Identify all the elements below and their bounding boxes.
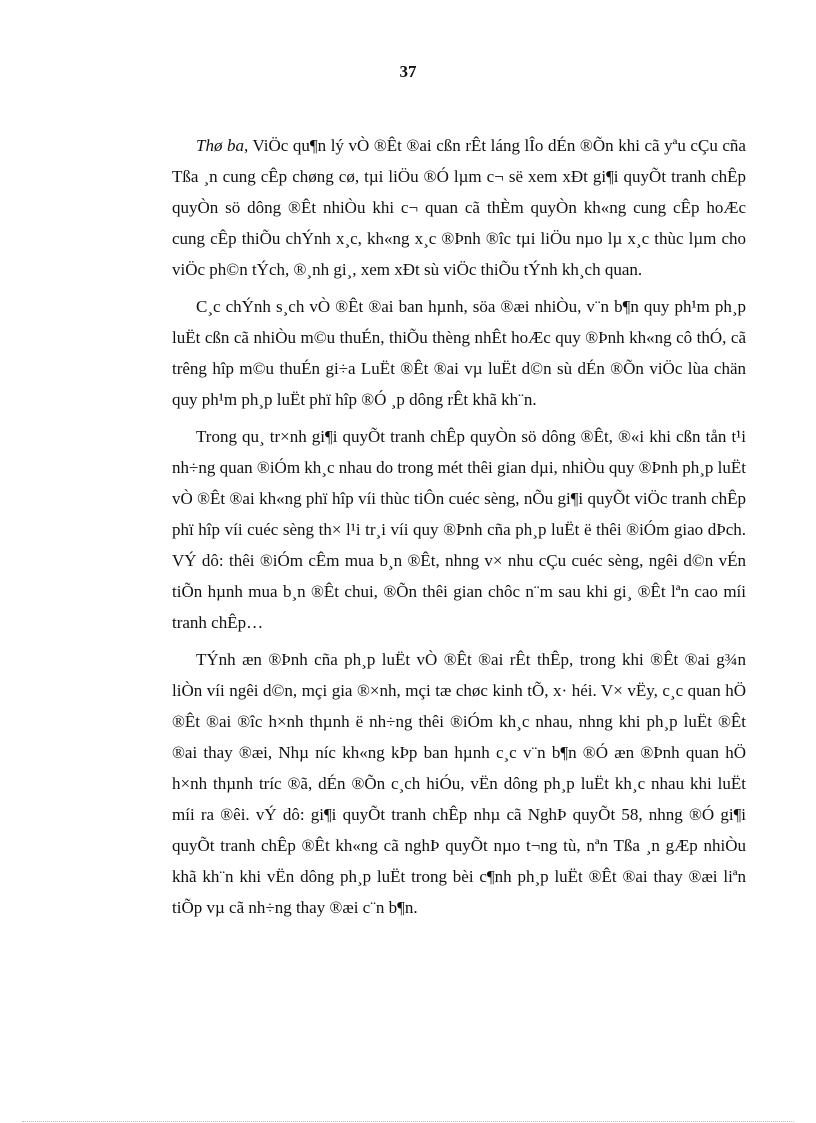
paragraph-2 bbox=[172, 291, 746, 415]
page-number: 37 bbox=[399, 62, 417, 81]
paragraph-lead-word: Thø ba bbox=[196, 136, 245, 155]
paragraph-1 bbox=[172, 130, 746, 285]
paragraph-text: TÝnh æn ®Þnh cña ph¸p luËt vÒ ®Êt ®ai rÊt thÊp, trong khi ®Êt ®ai g¾n liÒn víi ngêi d©n, mçi gia ®×nh, mçi tæ chøc kinh tÕ, x· héi. V× vËy, c¸c quan hÖ ®Êt ®ai ®îc h×nh thµnh ë nh÷ng thêi ®iÓm kh¸c nhau, nhng khi ph¸p luËt ®Êt ®ai thay ®æi, Nhµ níc kh«ng kÞp ban hµnh c¸c v¨n b¶n ®Ó æn ®Þnh quan hÖ h×nh thµnh tríc ®ã, dÉn ®Õn c¸ch hiÓu, vËn dông ph¸p luËt kh¸c nhau khi luËt míi ra ®êi. vÝ dô: gi¶i quyÕt tranh chÊp nhµ cã NghÞ quyÕt 58, nhng ®Ó gi¶i quyÕt tranh chÊp ®Êt kh«ng cã nghÞ quyÕt nµo t¬ng tù, nªn Tßa ¸n gÆp nhiÒu khã kh¨n khi vËn dông ph¸p luËt trong bèi c¶nh ph¸p luËt ®Êt ®ai thay ®æi liªn tiÕp vµ cã nh÷ng thay ®æi c¨n b¶n. bbox=[172, 650, 746, 917]
paragraph-text: Trong qu¸ tr×nh gi¶i quyÕt tranh chÊp quyÒn sö dông ®Êt, ®«i khi cßn tån t¹i nh÷ng quan ®iÓm kh¸c nhau do trong mét thêi gian dµi, nhiÒu quy ®Þnh ph¸p luËt vÒ ®Êt ®ai kh«ng phï hîp víi thùc tiÔn cuéc sèng, nÕu gi¶i quyÕt viÖc tranh chÊp phï hîp víi cuéc sèng th× l¹i tr¸i víi quy ®Þnh cña ph¸p luËt ë thêi ®iÓm giao dÞch. VÝ dô: thêi ®iÓm cÊm mua b¸n ®Êt, nhng v× nhu cÇu cuéc sèng, ngêi d©n vÉn tiÕn hµnh mua b¸n ®Êt chui, ®Õn thêi gian chôc n¨m sau khi gi¸ ®Êt lªn cao míi tranh chÊp… bbox=[172, 427, 746, 632]
paragraph-4 bbox=[172, 644, 746, 923]
paragraph-3 bbox=[172, 421, 746, 638]
paragraph-text: , ViÖc qu¶n lý vÒ ®Êt ®ai cßn rÊt láng lÎo dÉn ®Õn khi cã yªu cÇu cña Tßa ¸n cung cÊp chøng cø, tµi liÖu ®Ó lµm c¬ së xem xÐt gi¶i quyÕt tranh chÊp quyÒn sö dông ®Êt nhiÒu khi c¬ quan cã thÈm quyÒn kh«ng cung cÊp hoÆc cung cÊp thiÕu chÝnh x¸c, kh«ng x¸c ®Þnh ®îc tµi liÖu nµo lµ x¸c thùc lµm cho viÖc ph©n tÝch, ®¸nh gi¸, xem xÐt sù viÖc thiÕu tÝnh kh¸ch quan. bbox=[172, 136, 746, 279]
body-text bbox=[172, 130, 746, 929]
paragraph-text: C¸c chÝnh s¸ch vÒ ®Êt ®ai ban hµnh, söa ®æi nhiÒu, v¨n b¶n quy ph¹m ph¸p luËt cßn cã nhiÒu m©u thuÉn, thiÕu thèng nhÊt hoÆc quy ®Þnh kh«ng cô thÓ, cã trêng hîp m©u thuÉn gi÷a LuËt ®Êt ®ai vµ luËt d©n sù dÉn ®Õn viÖc lùa chän quy ph¹m ph¸p luËt phï hîp ®Ó ¸p dông rÊt khã kh¨n. bbox=[172, 297, 746, 409]
page-bottom-divider bbox=[22, 1121, 794, 1122]
